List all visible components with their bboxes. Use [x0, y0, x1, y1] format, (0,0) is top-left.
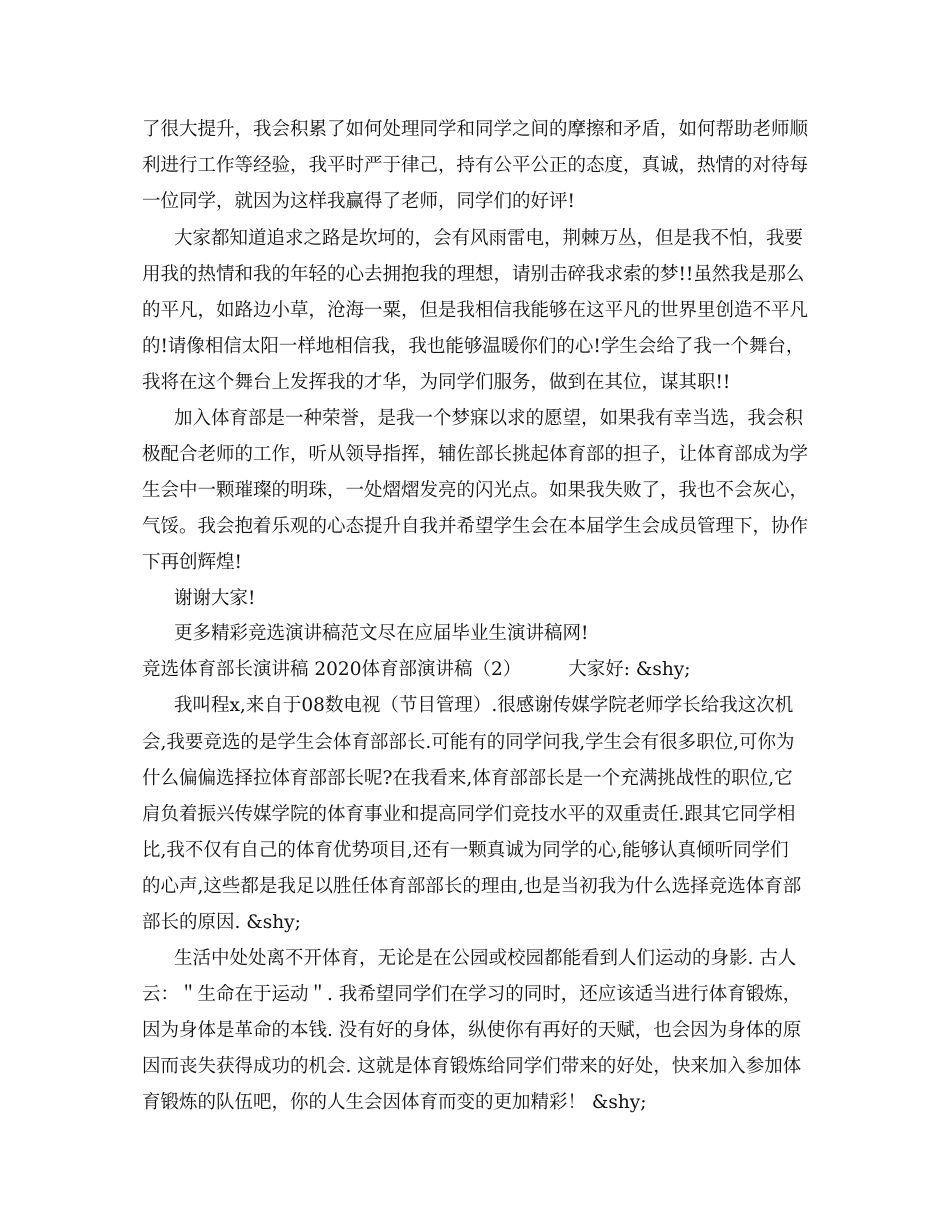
text-line: 比,我不仅有自己的体育优势项目,还有一颗真诚为同学的心,能够认真倾听同学们 [142, 840, 789, 861]
text-line: 的!请像相信太阳一样地相信我，我也能够温暖你们的心!学生会给了我一个舞台， [142, 336, 805, 357]
text-line: 竞选体育部长演讲稿 2020体育部演讲稿（2） 大家好: &shy; [142, 659, 691, 680]
text-line: 肩负着振兴传媒学院的体育事业和提高同学们竞技水平的双重责任.跟其它同学相 [142, 804, 796, 825]
text-line: 什么偏偏选择拉体育部部长呢?在我看来,体育部部长是一个充满挑战性的职位,它 [142, 768, 793, 789]
text-line: 云：＂生命在于运动＂. 我希望同学们在学习的同时，还应该适当进行体育锻炼， [142, 984, 802, 1005]
text-line: 我将在这个舞台上发挥我的才华，为同学们服务，做到在其位，谋其职!! [142, 372, 731, 393]
text-line: 育锻炼的队伍吧，你的人生会因体育而变的更加精彩！ &shy; [142, 1092, 647, 1113]
text-line: 加入体育部是一种荣誉，是我一个梦寐以求的愿望，如果我有幸当选，我会积 [174, 408, 804, 429]
text-line: 我叫程x,来自于08数电视（节目管理）.很感谢传媒学院老师学长给我这次机 [174, 695, 794, 716]
text-line: 因而丧失获得成功的机会. 这就是体育锻炼给同学们带来的好处，快来加入参加体 [142, 1056, 802, 1077]
text-line: 部长的原因. &shy; [142, 912, 301, 933]
text-line: 大家都知道追求之路是坎坷的，会有风雨雷电，荆棘万丛，但是我不怕，我要 [174, 228, 804, 249]
text-line: 更多精彩竞选演讲稿范文尽在应届毕业生演讲稿网! [174, 623, 589, 644]
text-line: 用我的热情和我的年轻的心去拥抱我的理想，请别击碎我求索的梦!!虽然我是那么 [142, 264, 805, 285]
text-line: 生活中处处离不开体育，无论是在公园或校园都能看到人们运动的身影. 古人 [174, 948, 797, 969]
text-line: 会,我要竞选的是学生会体育部部长.可能有的同学问我,学生会有很多职位,可你为 [142, 732, 795, 753]
text-line: 下再创辉煌! [142, 552, 242, 573]
text-line: 谢谢大家! [174, 588, 256, 609]
text-line: 极配合老师的工作，听从领导指挥，辅佐部长挑起体育部的担子，让体育部成为学 [142, 444, 809, 465]
text-line: 一位同学，就因为这样我赢得了老师，同学们的好评! [142, 191, 575, 212]
text-line: 的心声,这些都是我足以胜任体育部部长的理由,也是当初我为什么选择竞选体育部 [142, 876, 802, 897]
text-line: 生会中一颗璀璨的明珠，一处熠熠发亮的闪光点。如果我失败了，我也不会灰心， [142, 480, 809, 501]
text-line: 利进行工作等经验，我平时严于律己，持有公平公正的态度，真诚，热情的对待每 [142, 155, 809, 176]
text-line: 了很大提升，我会积累了如何处理同学和同学之间的摩擦和矛盾，如何帮助老师顺 [142, 119, 809, 140]
text-line: 因为身体是革命的本钱. 没有好的身体，纵使你有再好的天赋，也会因为身体的原 [142, 1020, 802, 1041]
text-line: 气馁。我会抱着乐观的心态提升自我并希望学生会在本届学生会成员管理下，协作 [142, 516, 809, 537]
text-line: 的平凡，如路边小草，沧海一粟，但是我相信我能够在这平凡的世界里创造不平凡 [142, 300, 809, 321]
